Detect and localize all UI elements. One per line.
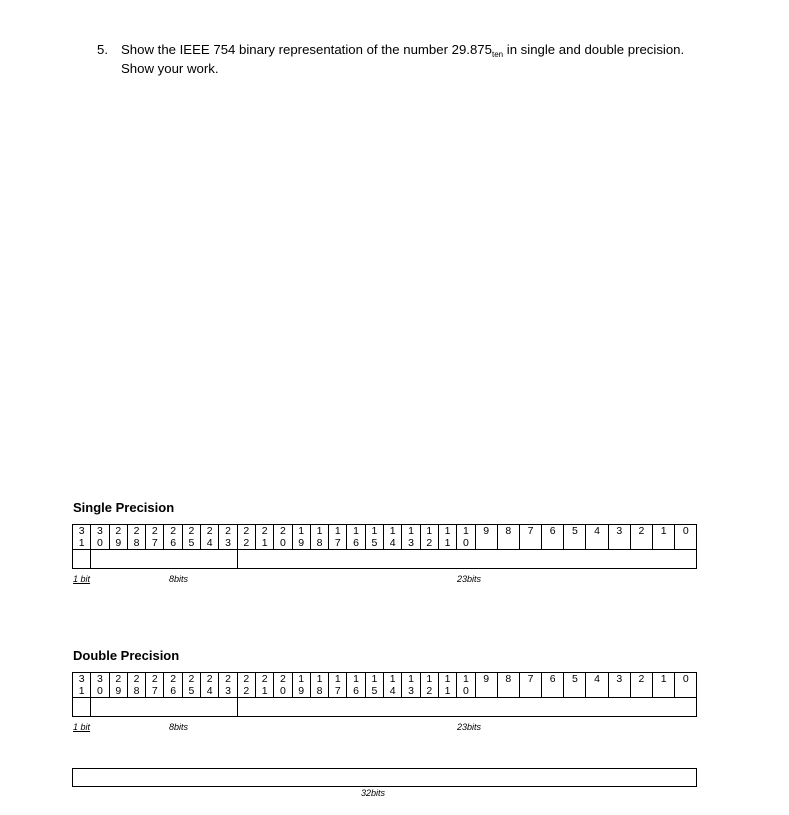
double-sign-field[interactable]	[73, 698, 91, 717]
bit-label: 3 1	[73, 525, 91, 550]
bit-label: 1 5	[365, 525, 383, 550]
bit-label: 2 2	[237, 673, 255, 698]
bit-label: 2 3	[219, 673, 237, 698]
bit-label: 3 1	[73, 673, 91, 698]
bit-label: 2 6	[164, 673, 182, 698]
bit-label: 2 4	[201, 525, 219, 550]
bit-label: 2 3	[219, 525, 237, 550]
bit-label: 1 0	[457, 673, 475, 698]
double-precision-table	[72, 672, 697, 717]
bit-label: 3 0	[91, 525, 109, 550]
bit-label: 1 3	[402, 525, 420, 550]
bit-label: 4	[586, 673, 608, 698]
bit-label: 0	[675, 673, 697, 698]
bit-label: 2 5	[182, 525, 200, 550]
bit-label: 8	[497, 525, 519, 550]
bit-label: 4	[586, 525, 608, 550]
double-32bit-field[interactable]	[72, 768, 697, 787]
bit-label: 1 9	[292, 673, 310, 698]
bit-label: 2 6	[164, 525, 182, 550]
double-sign-caption: 1 bit	[73, 722, 91, 732]
single-sign-field[interactable]	[73, 550, 91, 569]
bit-label: 1 1	[438, 525, 456, 550]
bit-label: 3 0	[91, 673, 109, 698]
single-exponent-caption: 8bits	[169, 574, 189, 584]
bit-label: 1 3	[402, 673, 420, 698]
bit-label: 1	[653, 673, 675, 698]
bit-label: 1 2	[420, 525, 438, 550]
bit-label: 3	[608, 525, 630, 550]
bit-label: 1 0	[457, 525, 475, 550]
bit-label: 2 0	[274, 525, 292, 550]
bit-label: 1 8	[310, 673, 328, 698]
bit-label: 2	[630, 673, 652, 698]
bit-label: 2 0	[274, 673, 292, 698]
bit-label: 1 2	[420, 673, 438, 698]
bit-label: 6	[542, 525, 564, 550]
bit-label: 9	[475, 673, 497, 698]
question-number: 5.	[97, 42, 108, 57]
double-fraction-caption: 23bits	[457, 722, 482, 732]
bit-label: 2 9	[109, 525, 127, 550]
bit-label: 8	[497, 673, 519, 698]
question-text-before: Show the IEEE 754 binary representation of the number 29.875	[121, 42, 492, 57]
bit-label: 2 7	[146, 673, 164, 698]
question-line2: Show your work.	[121, 61, 219, 76]
bit-label: 2 9	[109, 673, 127, 698]
bit-label: 1	[653, 525, 675, 550]
double-exponent-field[interactable]	[91, 698, 237, 717]
question-subscript: ten	[491, 50, 504, 59]
bit-label: 1 6	[347, 673, 365, 698]
single-bit-labels-row	[73, 525, 697, 550]
bit-label: 2	[630, 525, 652, 550]
bit-label: 1 7	[329, 525, 347, 550]
single-fraction-caption: 23bits	[457, 574, 482, 584]
double-fraction-field[interactable]	[237, 698, 697, 717]
single-fraction-field[interactable]	[237, 550, 697, 569]
bit-label: 1 5	[365, 673, 383, 698]
bit-label: 2 1	[255, 525, 273, 550]
bit-label: 5	[564, 673, 586, 698]
bit-label: 6	[542, 673, 564, 698]
question-text-after: in single and double precision.	[503, 42, 685, 57]
single-entry-row	[73, 550, 697, 569]
double-exponent-caption: 8bits	[169, 722, 189, 732]
bit-label: 0	[675, 525, 697, 550]
double-precision-title: Double Precision	[73, 648, 180, 663]
bit-label: 2 2	[237, 525, 255, 550]
double-entry-row	[73, 698, 697, 717]
bit-label: 7	[519, 525, 541, 550]
bit-label: 9	[475, 525, 497, 550]
bit-label: 1 1	[438, 673, 456, 698]
bit-label: 2 1	[255, 673, 273, 698]
bit-label: 1 4	[384, 673, 402, 698]
bit-label: 5	[564, 525, 586, 550]
bit-label: 2 5	[182, 673, 200, 698]
single-precision-title: Single Precision	[73, 500, 175, 515]
double-bit-labels-row	[73, 673, 697, 698]
single-sign-caption: 1 bit	[73, 574, 91, 584]
bit-label: 1 9	[292, 525, 310, 550]
bit-label: 1 8	[310, 525, 328, 550]
bit-label: 1 6	[347, 525, 365, 550]
bit-label: 3	[608, 673, 630, 698]
bit-label: 1 7	[329, 673, 347, 698]
single-exponent-field[interactable]	[91, 550, 237, 569]
bit-label: 2 7	[146, 525, 164, 550]
bit-label: 1 4	[384, 525, 402, 550]
bit-label: 2 4	[201, 673, 219, 698]
double-32bit-caption: 32bits	[361, 788, 386, 798]
question-text	[121, 40, 731, 78]
bit-label: 7	[519, 673, 541, 698]
bit-label: 2 8	[127, 673, 145, 698]
bit-label: 2 8	[127, 525, 145, 550]
single-precision-table	[72, 524, 697, 569]
